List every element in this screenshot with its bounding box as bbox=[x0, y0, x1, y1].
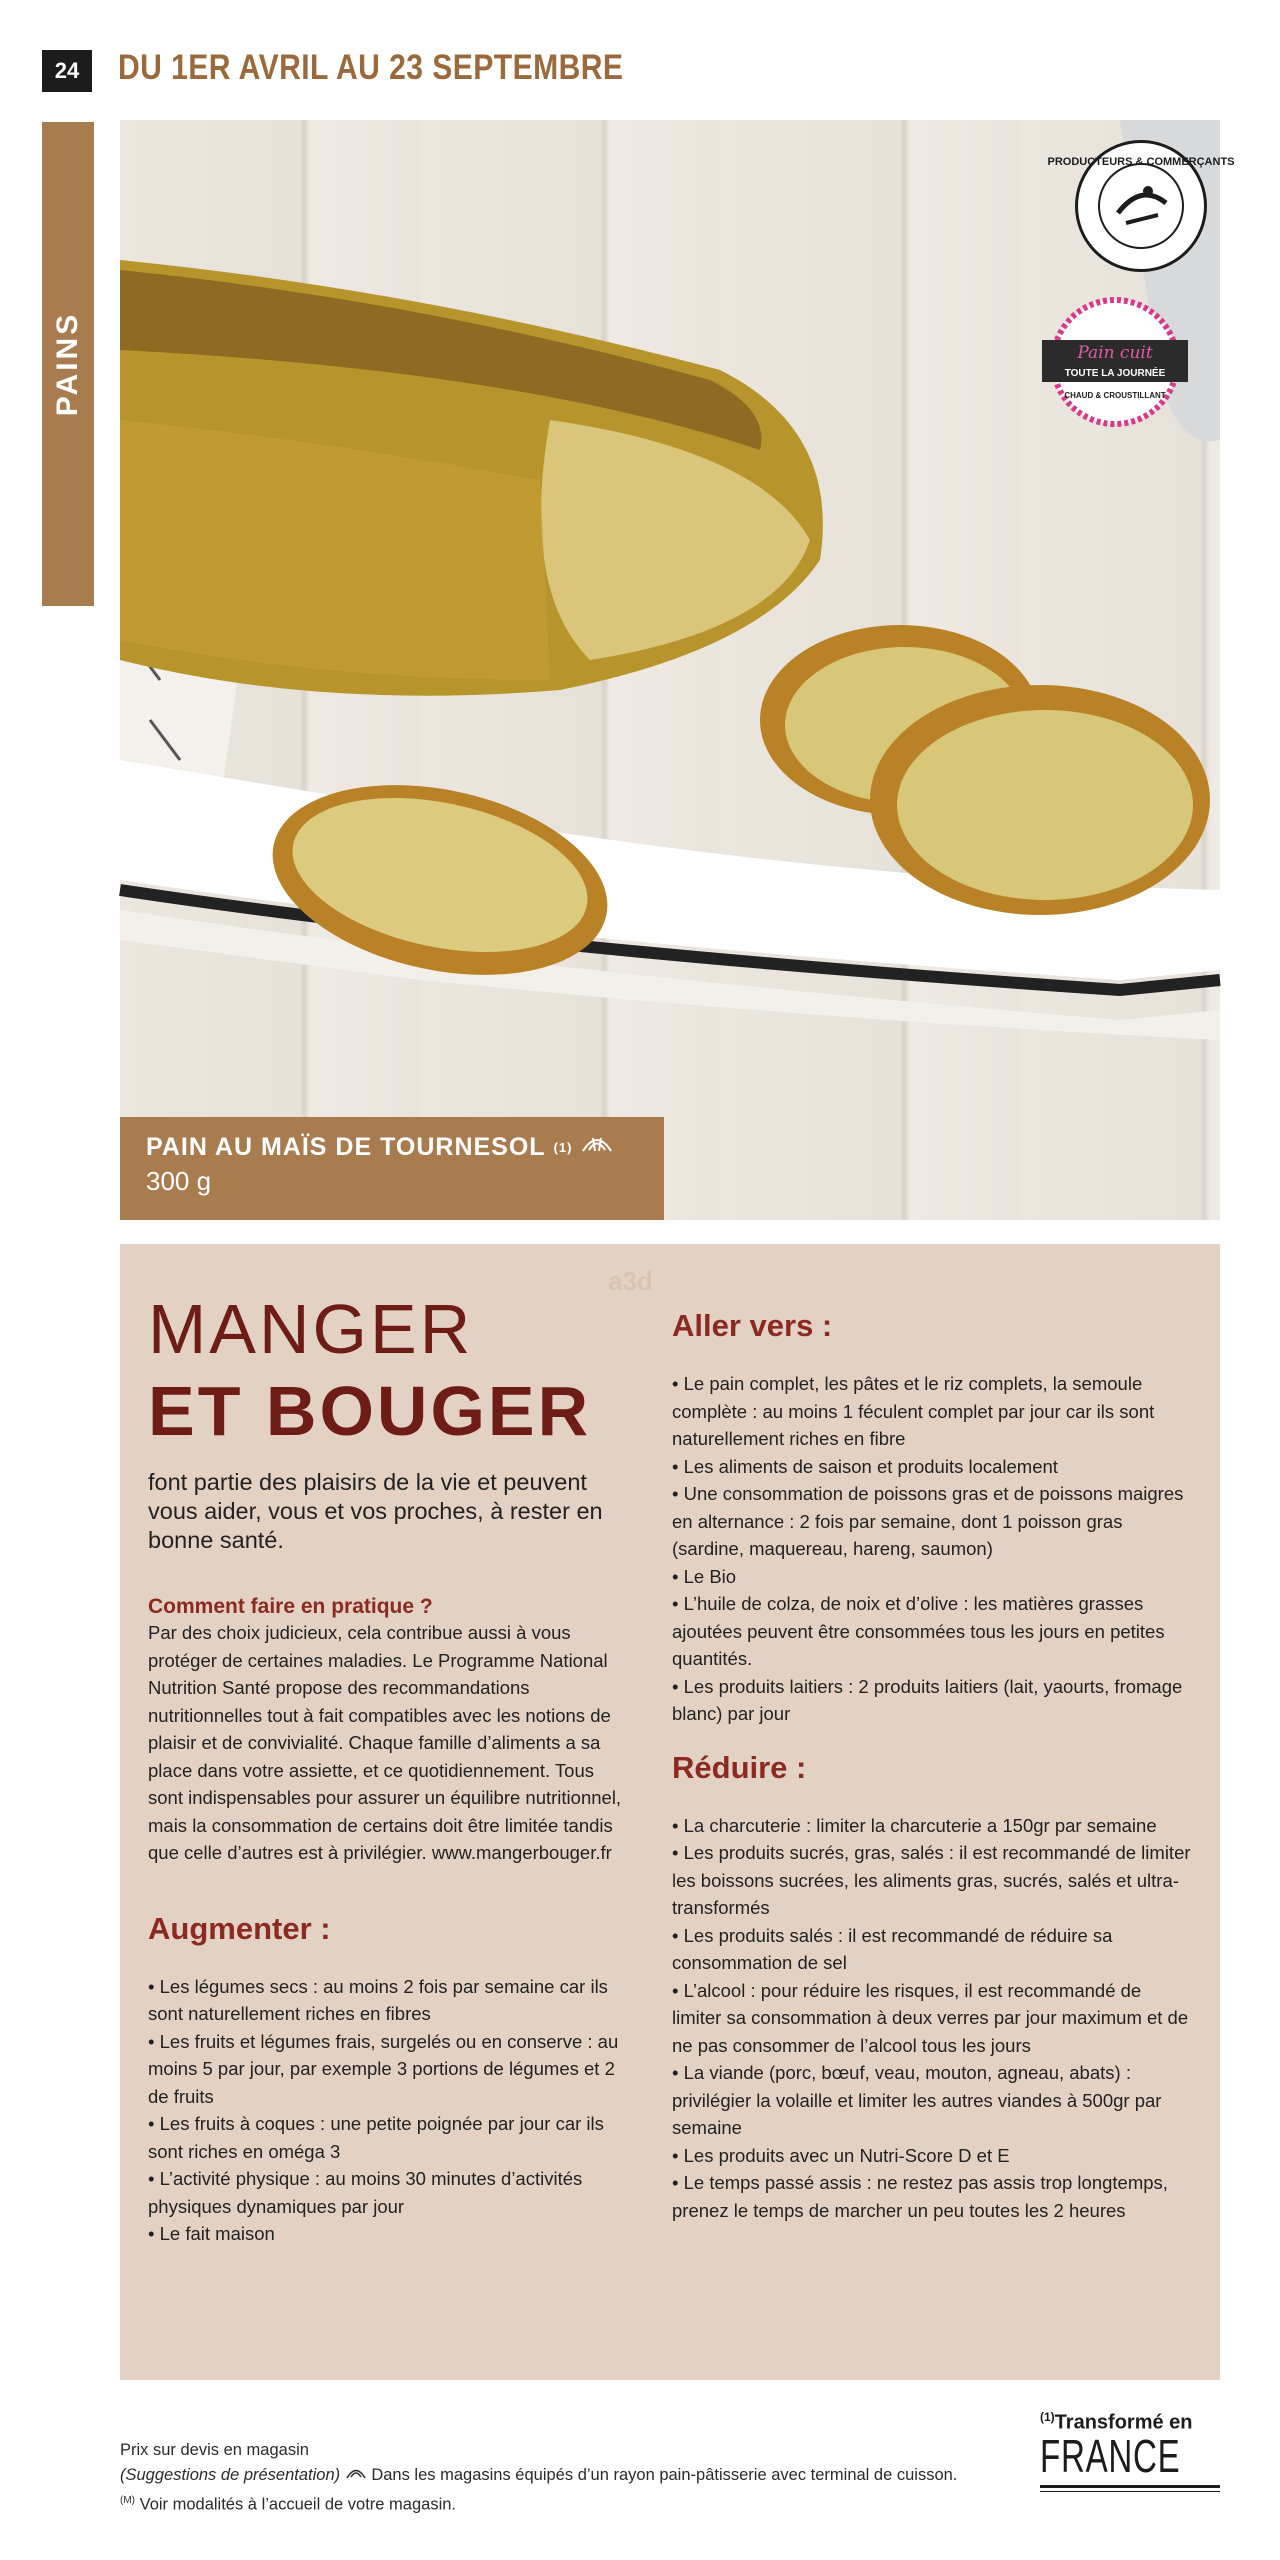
divider bbox=[1040, 2491, 1220, 2492]
footnote-terminal: Dans les magasins équipés d’un rayon pain-pâtisserie avec terminal de cuisson. bbox=[371, 2466, 958, 2484]
page-number: 24 bbox=[42, 50, 92, 92]
divider bbox=[1040, 2485, 1220, 2488]
croissant-icon bbox=[345, 2466, 372, 2484]
footnotes bbox=[120, 2438, 957, 2518]
date-range: DU 1ER AVRIL AU 23 SEPTEMBRE bbox=[118, 48, 624, 87]
list-item: • Les légumes secs : au moins 2 fois par semaine car ils sont naturellement riches en fibres bbox=[148, 1975, 608, 2024]
right-column bbox=[672, 1294, 1192, 2224]
list-item: • Les aliments de saison et produits localement bbox=[672, 1455, 1058, 1477]
nutrition-panel bbox=[120, 1244, 1220, 2380]
list-item: • Le pain complet, les pâtes et le riz complets, la semoule complète : au moins 1 féculent complet par jour car ils sont naturellement riches en fibre bbox=[672, 1373, 1155, 1449]
list-item: • Les produits salés : il est recommandé de réduire sa consommation de sel bbox=[672, 1924, 1113, 1973]
title-line-1: MANGER bbox=[148, 1290, 474, 1368]
intro-text: font partie des plaisirs de la vie et peuvent vous aider, vous et vos proches, à rester en bonne santé. bbox=[148, 1469, 603, 1553]
croissant-icon bbox=[580, 1133, 614, 1162]
footnote-modalites: Voir modalités à l’accueil de votre magasin. bbox=[139, 2495, 457, 2514]
transforme-country: FRANCE bbox=[1040, 2429, 1181, 2482]
list-item: • Une consommation de poissons gras et de poissons maigres en alternance : 2 fois par semaine, dont 1 poisson gras (sardine, maquereau, hareng, saumon) bbox=[672, 1483, 1184, 1559]
list-item: • La viande (porc, bœuf, veau, mouton, agneau, abats) : privilégier la volaille et limiter les autres viandes à 500gr par semaine bbox=[672, 2062, 1162, 2138]
producteurs-label: PRODUCTEURS & COMMERÇANTS bbox=[1047, 156, 1235, 168]
aller-vers-title: Aller vers : bbox=[672, 1308, 833, 1343]
list-item: • Le temps passé assis : ne restez pas assis trop longtemps, prenez le temps de marcher un peu toutes les 2 heures bbox=[672, 2172, 1168, 2221]
list-item: • L’activité physique : au moins 30 minutes d’activités physiques dynamiques par jour bbox=[148, 2168, 583, 2217]
left-column bbox=[148, 1290, 628, 2248]
list-item: • Le fait maison bbox=[148, 2223, 275, 2244]
producteurs-commercants-badge bbox=[1047, 140, 1235, 272]
product-name: PAIN AU MAÏS DE TOURNESOL bbox=[146, 1133, 546, 1161]
transforme-note: (1) bbox=[1040, 2410, 1055, 2424]
list-item: • La charcuterie : limiter la charcuterie a 150gr par semaine bbox=[672, 1814, 1157, 1836]
list-item: • Les fruits à coques : une petite poignée par jour car ils sont riches en oméga 3 bbox=[148, 2113, 604, 2162]
augmenter-title: Augmenter : bbox=[148, 1910, 331, 1946]
list-item: • Les produits sucrés, gras, salés : il est recommandé de limiter les boissons sucrées, les aliments gras, sucrés, salés et ultra-transformés bbox=[672, 1842, 1191, 1918]
product-weight: 300 g bbox=[146, 1166, 212, 1196]
section-label: PAINS bbox=[51, 311, 84, 417]
watermark: a3d bbox=[608, 1266, 653, 1296]
list-item: • Les produits avec un Nutri-Score D et E bbox=[672, 2144, 1010, 2166]
list-item: • L’alcool : pour réduire les risques, il est recommandé de limiter sa consommation à deux verres par jour maximum et de ne pas consommer de l’alcool tous les jours bbox=[672, 1979, 1189, 2056]
toute-la-journee-label: TOUTE LA JOURNÉE bbox=[1064, 368, 1166, 379]
title-line-2: ET BOUGER bbox=[148, 1372, 592, 1450]
how-title: Comment faire en pratique ? bbox=[148, 1595, 433, 1618]
list-item: • L’huile de colza, de noix et d’olive : les matières grasses ajoutées peuvent être consommées tous les jours en petites quantités. bbox=[672, 1593, 1165, 1669]
pain-cuit-label: Pain cuit bbox=[1077, 343, 1153, 363]
transforme-en-france bbox=[1040, 2410, 1235, 2492]
pain-cuit-badge bbox=[1040, 292, 1190, 432]
aller-vers-list bbox=[672, 1370, 1192, 1728]
list-item: • Les fruits et légumes frais, surgelés ou en conserve : au moins 5 par jour, par exemple 3 portions de légumes et 2 de fruits bbox=[148, 2030, 619, 2107]
product-caption bbox=[120, 1117, 664, 1220]
chaud-croustillant-label: CHAUD & CROUSTILLANT bbox=[1064, 391, 1166, 400]
footnote-mark: (M) bbox=[120, 2495, 135, 2506]
section-band bbox=[42, 122, 94, 606]
list-item: • Le Bio bbox=[672, 1565, 737, 1587]
how-text: Par des choix judicieux, cela contribue aussi à vous protéger de certaines maladies. Le Programme National Nutrition Santé propose des recommandations nutritionnelles tout à fait compatibles avec les notions de plaisir et de convivialité. Chaque famille d’aliments a sa place dans votre assiette, et ce quotidiennement. Tous sont indispensables pour assurer un équilibre nutritionnel, mais la consommation de certains doit être limitée tandis que celle d’autres est à privilégier. www.mangerbouger.fr bbox=[148, 1622, 622, 1863]
product-name-note: (1) bbox=[553, 1140, 573, 1155]
reduire-list bbox=[672, 1812, 1192, 2225]
footnote-suggestion: (Suggestions de présentation) bbox=[120, 2466, 341, 2484]
bread-illustration bbox=[120, 120, 1220, 1220]
reduire-title: Réduire : bbox=[672, 1749, 807, 1785]
list-item: • Les produits laitiers : 2 produits laitiers (lait, yaourts, fromage blanc) par jour bbox=[672, 1675, 1183, 1724]
footnote-price: Prix sur devis en magasin bbox=[120, 2441, 309, 2459]
augmenter-list bbox=[148, 1973, 628, 2248]
transforme-label: Transformé en bbox=[1054, 2411, 1193, 2434]
product-photo bbox=[120, 120, 1220, 1220]
